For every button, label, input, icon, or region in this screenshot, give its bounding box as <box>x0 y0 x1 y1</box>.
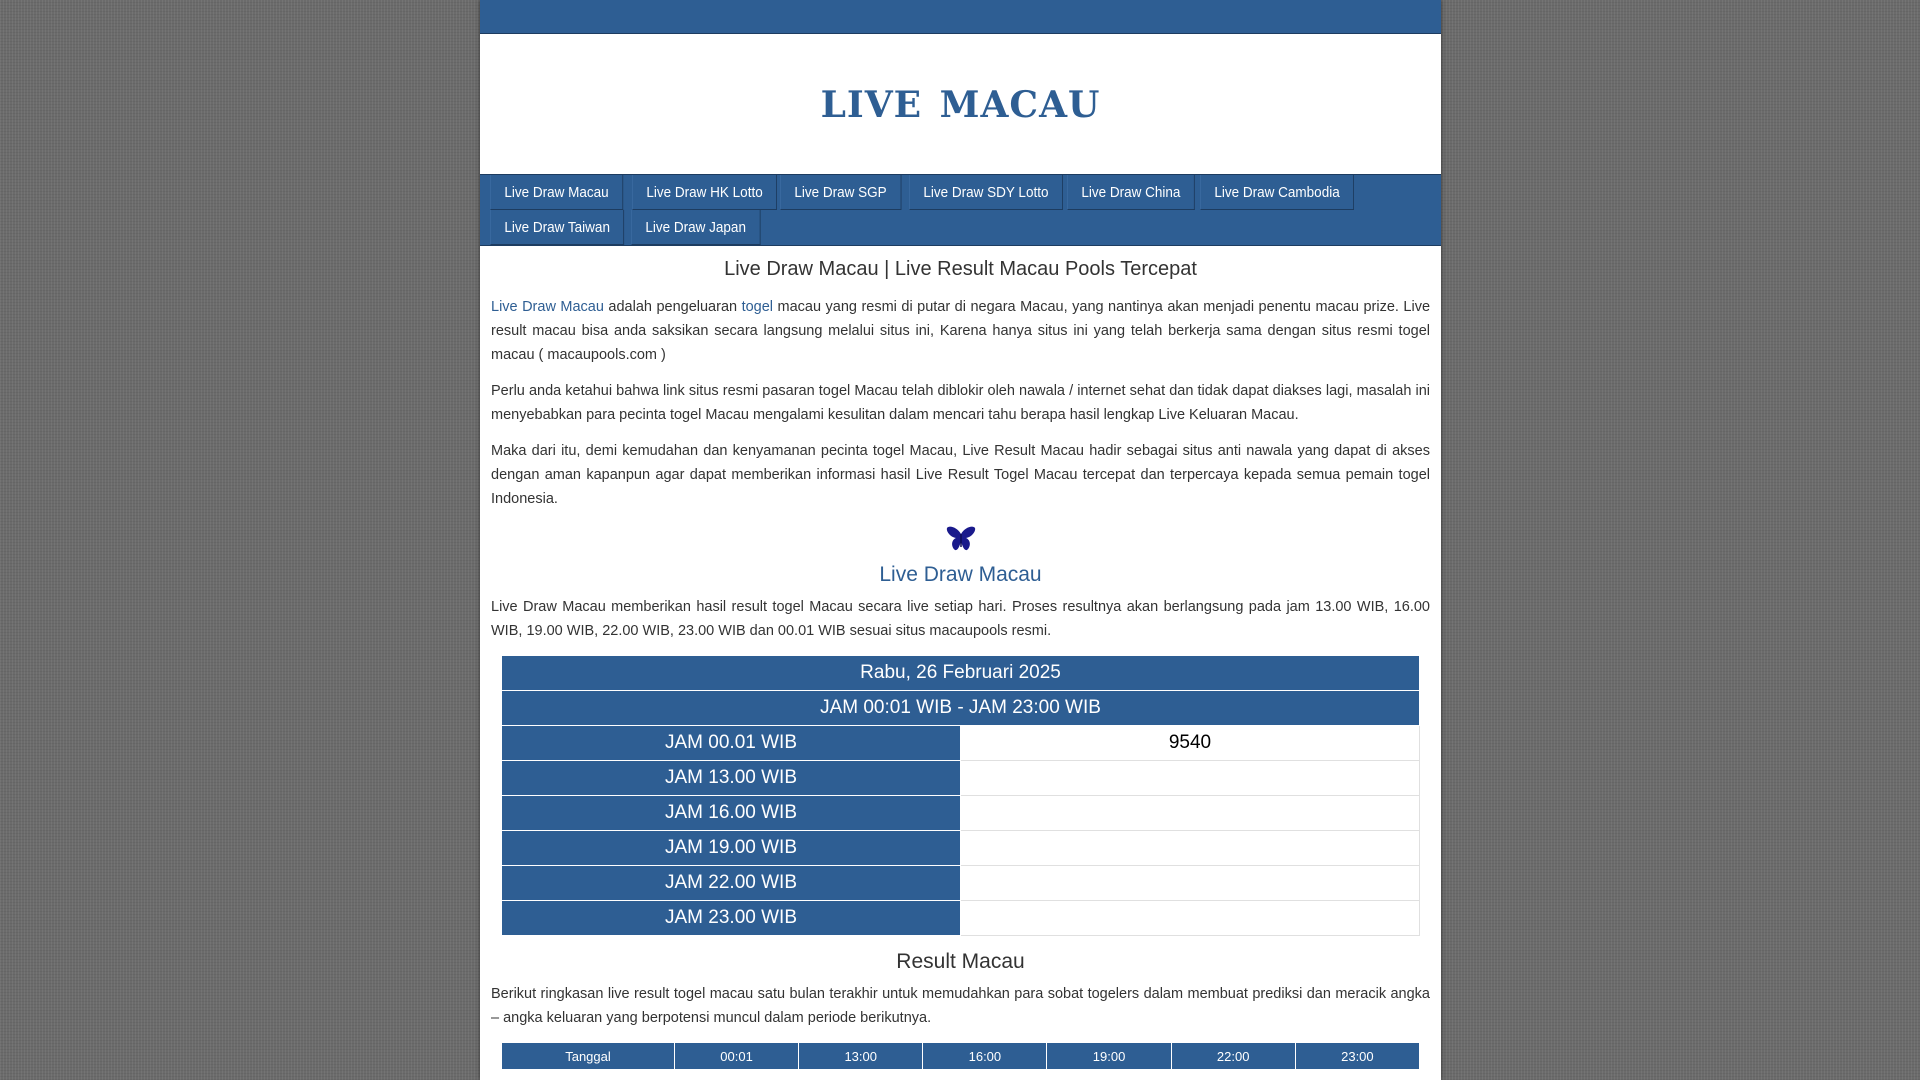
nav-item-label: Live Draw Taiwan <box>504 219 610 236</box>
section-title-live-draw: Live Draw Macau <box>879 563 1042 586</box>
paragraph-3: Maka dari itu, demi kemudahan dan kenyamanan pecinta togel Macau, Live Result Macau hadir sebagai situs anti nawala yang dapat di akses dengan aman kapanpun agar dapat memberikan informasi hasil Live Result Togel Macau tercepat dan terpercaya kepada semua pemain togel Indonesia. <box>491 443 1430 507</box>
nav-item-live-draw-macau[interactable] <box>490 175 623 210</box>
draw-time-cell: JAM 16.00 WIB <box>502 796 961 831</box>
nav-item-label: Live Draw China <box>1081 184 1181 201</box>
site-logo[interactable]: LIVE MACAU <box>820 84 1101 126</box>
nav-item-live-draw-japan[interactable] <box>631 210 760 245</box>
table-row <box>502 866 1420 901</box>
section-1-text: Live Draw Macau memberikan hasil result togel Macau secara live setiap hari. Proses resultnya akan berlangsung pada jam 13.00 WIB, 16.00 WIB, 19.00 WIB, 22.00 WIB, 23.00 WIB dan 00.01 WIB sesuai situs macaupools resmi. <box>491 599 1430 639</box>
nav-item-live-draw-taiwan[interactable] <box>490 210 624 245</box>
draw-result-cell <box>961 761 1420 796</box>
main-nav <box>480 175 1441 246</box>
draw-time-cell: JAM 23.00 WIB <box>502 901 961 936</box>
column-header-0001: 00:01 <box>675 1043 799 1070</box>
table-row <box>502 901 1420 936</box>
page-title: Live Draw Macau | Live Result Macau Pools Tercepat <box>724 258 1197 280</box>
section-2-text: Berikut ringkasan live result togel macau satu bulan terakhir untuk memudahkan para sobat togelers dalam membuat prediksi dan meracik angka – angka keluaran yang berpotensi muncul dalam periode berikutnya. <box>491 986 1430 1026</box>
intro-paragraph <box>491 295 1430 367</box>
live-draw-macau-link[interactable]: Live Draw Macau <box>491 299 604 315</box>
site-header <box>480 34 1441 175</box>
draw-time-cell: JAM 22.00 WIB <box>502 866 961 901</box>
column-header-1600: 16:00 <box>923 1043 1047 1070</box>
column-header-2300: 23:00 <box>1295 1043 1419 1070</box>
togel-link[interactable]: togel <box>741 299 774 315</box>
table-row <box>502 691 1420 726</box>
draw-time-cell: JAM 13.00 WIB <box>502 761 961 796</box>
nav-item-live-draw-cambodia[interactable] <box>1200 175 1354 210</box>
column-header-tanggal: Tanggal <box>502 1043 675 1070</box>
column-header-1900: 19:00 <box>1047 1043 1171 1070</box>
column-header-1300: 13:00 <box>799 1043 923 1070</box>
top-bar <box>480 0 1441 34</box>
paragraph-2: Perlu anda ketahui bahwa link situs resmi pasaran togel Macau telah diblokir oleh nawala / internet sehat dan tidak dapat diakses lagi, masalah ini menyebabkan para pecinta togel Macau mengalami kesulitan dalam mencari tahu berapa hasil lengkap Live Keluaran Macau. <box>491 383 1430 423</box>
table-header-row <box>502 1043 1420 1070</box>
nav-item-live-draw-sdy-lotto[interactable] <box>909 175 1063 210</box>
draw-date: Rabu, 26 Februari 2025 <box>502 656 1420 691</box>
page-wrapper <box>480 0 1441 1080</box>
draw-result-cell: 9540 <box>961 726 1420 761</box>
draw-result-cell <box>961 831 1420 866</box>
draw-time-range: JAM 00:01 WIB - JAM 23:00 WIB <box>502 691 1420 726</box>
table-row <box>502 726 1420 761</box>
live-draw-table <box>501 655 1420 936</box>
draw-time-cell: JAM 00.01 WIB <box>502 726 961 761</box>
table-row <box>502 656 1420 691</box>
main-content <box>480 258 1441 1070</box>
intro-text-1: adalah pengeluaran <box>603 299 742 315</box>
draw-result-cell <box>961 796 1420 831</box>
column-header-2200: 22:00 <box>1171 1043 1295 1070</box>
table-row <box>502 761 1420 796</box>
draw-result-cell <box>961 901 1420 936</box>
table-row <box>502 831 1420 866</box>
butterfly-icon <box>491 525 1430 555</box>
nav-item-live-draw-hk-lotto[interactable] <box>632 175 777 210</box>
table-row <box>502 796 1420 831</box>
nav-item-live-draw-sgp[interactable] <box>780 175 901 210</box>
intro-text-2: macau yang resmi di putar di negara Macau, yang nantinya akan menjadi penentu macau prize. Live result macau bisa anda saksikan secara langsung melalui situs ini, Karena hanya situs ini yang telah berkerja sama dengan situs resmi togel macau ( macaupools.com ) <box>491 299 1431 363</box>
section-title-result-macau: Result Macau <box>896 950 1025 973</box>
draw-time-cell: JAM 19.00 WIB <box>502 831 961 866</box>
nav-item-label: Live Draw HK Lotto <box>646 184 763 201</box>
nav-item-label: Live Draw SDY Lotto <box>923 184 1049 201</box>
nav-item-live-draw-china[interactable] <box>1067 175 1195 210</box>
nav-row-2 <box>490 210 1431 245</box>
nav-row-1 <box>490 175 1431 210</box>
nav-item-label: Live Draw Macau <box>504 184 609 201</box>
nav-item-label: Live Draw SGP <box>794 184 887 201</box>
nav-item-label: Live Draw Japan <box>645 219 747 236</box>
nav-item-label: Live Draw Cambodia <box>1214 184 1340 201</box>
draw-result-cell <box>961 866 1420 901</box>
result-summary-table <box>501 1042 1420 1070</box>
